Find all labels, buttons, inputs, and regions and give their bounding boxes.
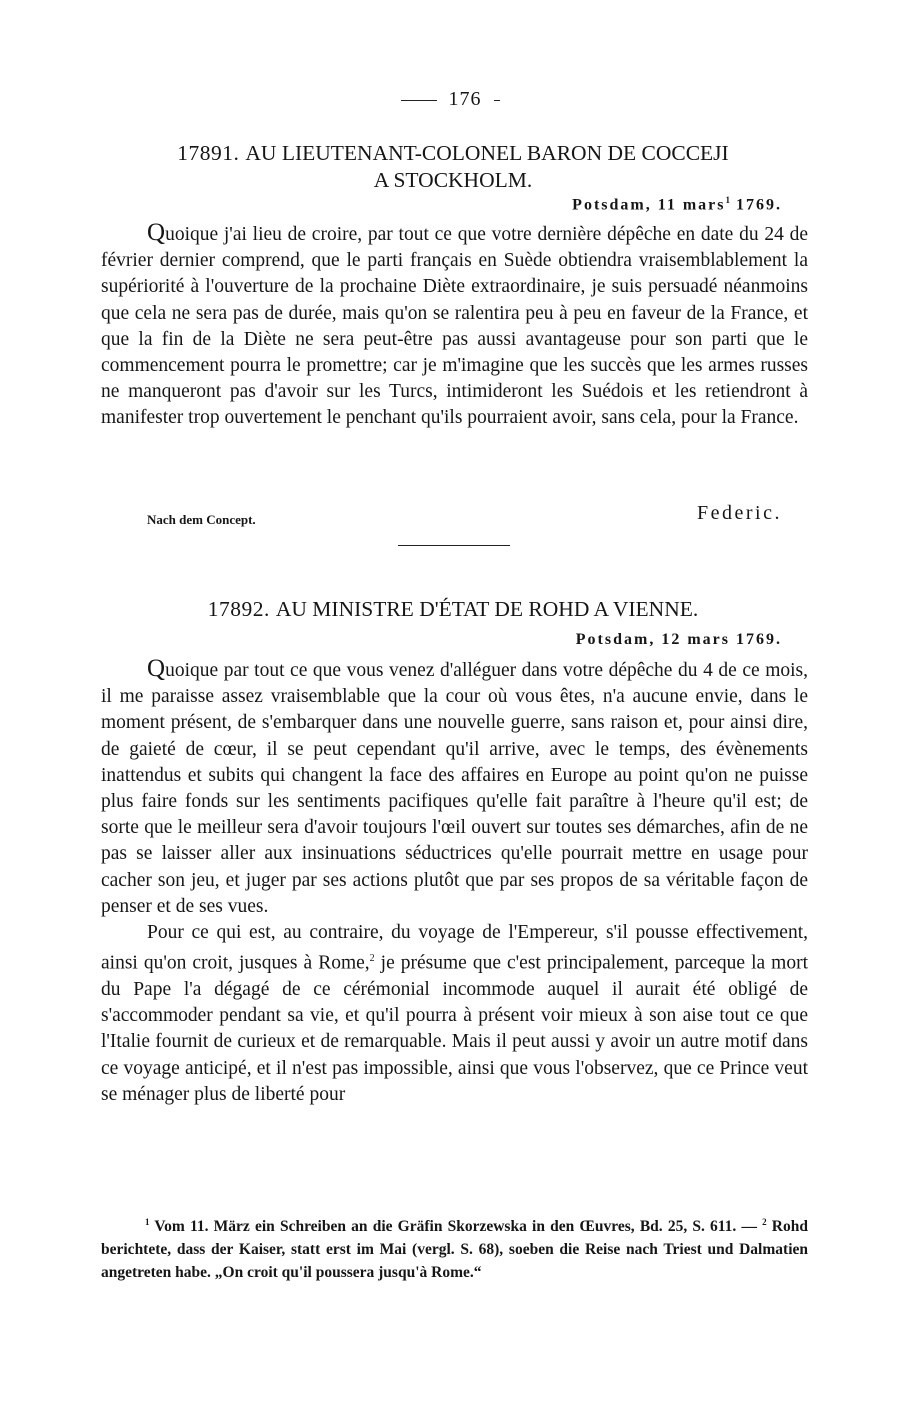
- letter-heading-line1: [100, 596, 806, 623]
- date-year: 1769.: [730, 196, 782, 214]
- footnote-text: Rohd berichtete, dass der Kaiser, statt erst im Mai (vergl. S. 68), soeben die Reise nach Triest und Dalmatien angetreten habe. „On croit qu'il poussera jusqu'à Rome.“: [101, 1218, 808, 1282]
- page-number-line: [0, 88, 900, 111]
- paragraph: [101, 656, 808, 920]
- letter-heading-17892: [100, 596, 806, 623]
- footnote-text: Vom 11. März ein Schreiben an die Gräfin Skorzewska in den Œuvres, Bd. 25, S. 611. —: [149, 1218, 763, 1236]
- paragraph-text: je présume que c'est principalement, parceque la mort du Pape l'a dégagé de ce cérémonial incommode auquel il aurait été obligé de s'accommoder pendant sa vie, et qu'il pourra à présent voir mieux à son aise tout ce que l'Italie fournit de curieux et de remarquable. Mais il peut aussi y avoir un autre motif dans ce voyage anticipé, et il n'est pas impossible, ainsi que vous l'observez, que ce Prince veut se ménager plus de liberté pour: [101, 952, 809, 1105]
- paragraph-text: uoique j'ai lieu de croire, par tout ce que votre dernière dépêche en date du 24 de février dernier comprend, que le parti français en Suède obtiendra vraisemblablement la supériorité à l'ouverture de la prochaine Diète extraordinaire, je suis persuadé néanmoins que cela ne sera pas de durée, mais qu'on se ralentira peu à peu en faveur de la France, et que la fin de la Diète ne sera peut-être pas aussi avantageuse pour son parti que le commencement pourra le promettre; car je m'imagine que les succès que les armes russes ne manqueront pas d'avoir sur les Turcs, intimideront les Suédois et les retiendront à manifester trop ouvertement le penchant qu'ils pourraient avoir, sans cela, pour la France.: [101, 224, 808, 429]
- letter-number: 17892.: [207, 597, 270, 621]
- letter-dateline: Potsdam, 12 mars 1769.: [575, 631, 782, 648]
- letter-dateline: [572, 195, 782, 214]
- letter-heading-line2: A STOCKHOLM.: [373, 168, 533, 192]
- letter-body: [101, 656, 808, 1108]
- footnotes: [101, 1211, 808, 1284]
- paragraph-text: Pour ce qui est, au contraire, du voyage de l'Empereur, s'il pousse effectivement, ainsi qu'on croit, jusques à Rome,: [101, 922, 808, 974]
- footnote: [101, 1211, 808, 1284]
- initial-letter: Q: [147, 655, 166, 682]
- date-place: Potsdam, 11 mars: [572, 196, 726, 214]
- source-note: Nach dem Concept.: [147, 512, 256, 527]
- page-number-dash-left: [401, 100, 437, 101]
- letter-body: [101, 220, 808, 432]
- letter-addressee: AU LIEUTENANT-COLONEL BARON DE COCCEJI: [245, 141, 729, 165]
- letter-heading-17891: [100, 140, 806, 194]
- page-number-dash-right: [494, 100, 500, 101]
- footnote-mark: 2: [369, 953, 375, 965]
- footnote-mark: 2: [762, 1217, 767, 1227]
- footnote-mark: 1: [145, 1217, 150, 1227]
- paragraph: [101, 220, 808, 432]
- paragraph-text: uoique par tout ce que vous venez d'alléguer dans votre dépêche du 4 de ce mois, il me paraisse assez vraisemblable que la cour où vous êtes, n'a aucune envie, dans le moment présent, de s'embarquer dans une nouvelle guerre, sans raison et, pour ainsi dire, de gaieté de cœur, il se peut cependant qu'il arrive, avec le temps, des évènements inattendus et subits qui changent la face des affaires en Europe au point qu'on ne puisse plus faire fonds sur les sentiments pacifiques qu'elle fait paraître à l'heure qu'il est; de sorte que le meilleur sera d'avoir toujours l'œil ouvert sur toutes ses démarches, afin de ne pas se laisser aller aux insinuations séductrices qu'elle pourrait mettre en usage pour cacher son jeu, et juger par ses actions plutôt que par ses propos de sa véritable façon de penser et de ses vues.: [101, 660, 808, 917]
- initial-letter: Q: [147, 219, 166, 246]
- paragraph: [101, 920, 808, 1108]
- letter-heading-line1: [100, 140, 806, 167]
- footnote-mark: 1: [725, 195, 730, 205]
- letter-addressee: AU MINISTRE D'ÉTAT DE ROHD A VIENNE.: [275, 597, 699, 621]
- page-number: 176: [448, 88, 482, 110]
- section-divider: [398, 545, 510, 546]
- signature: Federic.: [697, 502, 782, 524]
- letter-number: 17891.: [177, 141, 240, 165]
